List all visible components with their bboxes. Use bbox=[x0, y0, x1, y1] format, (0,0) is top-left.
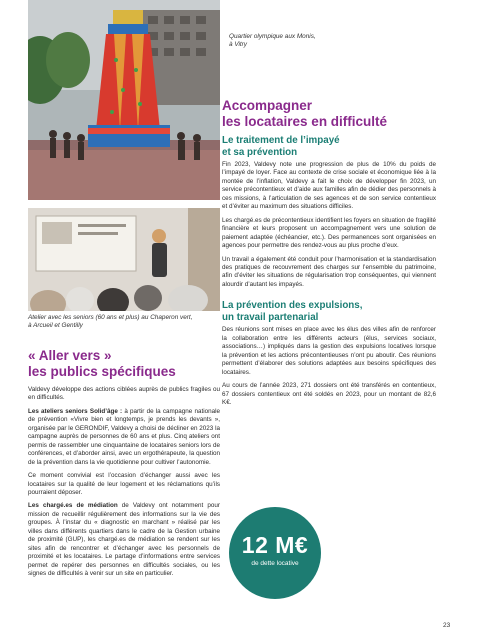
paragraph: Des réunions sont mises en place avec les élus des villes afin de renforcer la collaboration entre les différents acteurs (élus, services sociaux, associations…) impliqués dans la gestion des expulsions locatives lorsque la prévention et les actions précontentieuses n’ont pu aboutir. Ces réunions permettent d’élaborer des solutions adaptées aux besoins spécifiques des locataires. bbox=[222, 326, 436, 376]
badge-amount: 12 M€ bbox=[241, 532, 309, 558]
badge-label: de dette locative bbox=[251, 560, 299, 567]
bold-lead: Les chargé.es de médiation bbox=[28, 502, 118, 510]
photo-inflatable-tower bbox=[28, 0, 220, 200]
section-expulsions-body bbox=[222, 326, 436, 407]
photo-left-caption: Atelier avec les seniors (60 ans et plus) au Chaperon vert, à Arcueil et Gentilly bbox=[28, 314, 193, 330]
subheading-impaye: Le traitement de l’impayé et sa prévention bbox=[222, 135, 340, 158]
paragraph: Un travail a également été conduit pour l’harmonisation et la standardisation des pratiques de recouvrement des charges sur l’ensemble du patrimoine, afin d’éviter les situations de régularisation trop conséquentes, qui viennent alourdir d’autant les impayés. bbox=[222, 255, 436, 288]
page-number: 23 bbox=[443, 622, 451, 629]
paragraph-rest: de Valdevy ont notamment pour mission de recueillir régulièrement des informations sur la vie des groupes. À l’instar du « diagnostic en marchant » réalisé par les villes dans différents quartiers dans le cadre de la Gestion urbaine de proximité (GUP), les chargé.es de médiation se rendent sur les sites afin de rencontrer et d’échanger avec les personnels de proximité et les locataires. Le partage d’informations entre services permet de repérer des personnes en difficultés sociales, ou les signes de difficultés à venir sur un site en particulier. bbox=[28, 502, 221, 578]
photo-illustration-2 bbox=[28, 208, 220, 311]
photo-seniors-workshop bbox=[28, 208, 220, 311]
paragraph: Fin 2023, Valdevy note une progression de plus de 10% du poids de l’impayé de loyer. Face au contexte de crise sociale et économique liée à la montée de l’inflation, Valdevy a fait le choix de développer fin 2023, un service précontentieux et d’aide aux familles afin de dédier des personnels à ces missions, à l’articulation de ses agences et de son service contentieux et d’éviter au maximum des situations difficiles. bbox=[222, 161, 436, 211]
paragraph: Les chargé.es de précontentieux identifient les foyers en situation de fragilité financière et leurs proposent un accompagnement vers une solution de paiement adaptée (échéancier, etc.). Des permanences sont organisées en agences pour permettre des rendez-vous au plus proche d’eux. bbox=[222, 216, 436, 250]
bold-lead: Les ateliers seniors Solid’âge : bbox=[28, 407, 123, 415]
paragraph bbox=[28, 408, 220, 467]
photo-top-caption: Quartier olympique aux Monis, à Vitry bbox=[229, 33, 316, 49]
photo-illustration bbox=[28, 0, 220, 200]
subheading-expulsions: La prévention des expulsions, un travail partenarial bbox=[222, 300, 363, 323]
paragraph: Au cours de l’année 2023, 271 dossiers ont été transférés en contentieux, 67 dossiers contentieux ont été soldés en 2023, pour un montant de 82,6 K€. bbox=[222, 382, 436, 406]
left-column bbox=[28, 348, 220, 584]
section-aller-vers-body bbox=[28, 386, 220, 579]
paragraph: Ce moment convivial est l’occasion d’échanger aussi avec les locataires sur la qualité de leur logement et les réclamations qu’ils pourraient déposer. bbox=[28, 472, 220, 496]
paragraph bbox=[28, 502, 220, 578]
section-impaye-body bbox=[222, 161, 436, 289]
section-title-aller-vers: « Aller vers » les publics spécifiques bbox=[28, 348, 176, 379]
section-title-accompagner: Accompagner les locataires en difficulté bbox=[222, 98, 388, 129]
right-column bbox=[222, 98, 436, 412]
paragraph-rest: à partir de la campagne nationale de prévention «Vivre bien et longtemps, je prends les devants », organisée par le GERONDIF, Valdevy a choisi de décliner en 2023 la campagne auprès de personnes de 60 ans et plus. Cinq ateliers ont permis de rassembler une cinquantaine de locataires seniors lors de conférences, et d’aborder ainsi, avec un ergothérapeute, la question de la prévention dans la vie quotidienne pour cultiver l’autonomie. bbox=[28, 407, 221, 466]
paragraph: Valdevy développe des actions ciblées auprès de publics fragiles ou en difficultés. bbox=[28, 386, 220, 402]
debt-badge bbox=[229, 507, 321, 599]
